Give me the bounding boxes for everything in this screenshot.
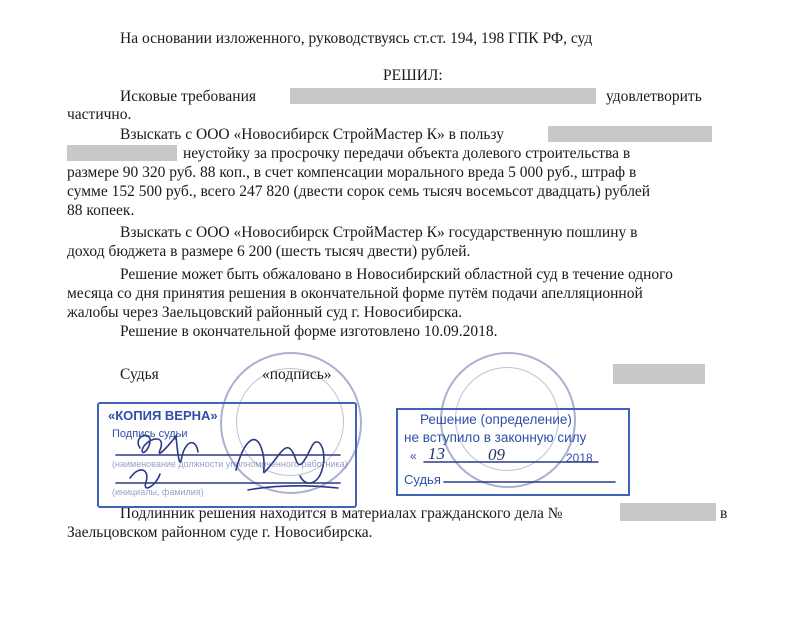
- duty-line-1: Взыскать с ООО «Новосибирск СтройМастер К» государственную пошлину в: [120, 224, 638, 241]
- main-signature-stroke: [248, 486, 338, 490]
- appeal-line-1: Решение может быть обжаловано в Новосибирский областной суд в течение одного: [120, 266, 673, 283]
- claim-line-2: частично.: [67, 106, 132, 123]
- duty-line-2: доход бюджета в размере 6 200 (шесть тысяч двести) рублей.: [67, 243, 471, 260]
- intro-line: На основании изложенного, руководствуясь ст.ст. 194, 198 ГПК РФ, суд: [120, 30, 593, 47]
- status-stamp-line-2: не вступило в законную силу: [404, 430, 587, 445]
- recover-line-1: Взыскать с ООО «Новосибирск СтройМастер К» в пользу: [120, 126, 504, 143]
- copy-stamp-name-caption: (инициалы, фамилия): [112, 487, 204, 497]
- signature-note: «подпись»: [262, 366, 332, 383]
- recover-line-2: неустойку за просрочку передачи объекта долевого строительства в: [183, 145, 631, 162]
- judge-label: Судья: [120, 366, 159, 383]
- status-stamp-day: 13: [428, 444, 445, 463]
- copy-stamp-title: «КОПИЯ ВЕРНА»: [108, 408, 218, 423]
- recover-line-4: сумме 152 500 руб., всего 247 820 (двести сорок семь тысяч восемьсот двадцать) рублей: [67, 183, 651, 200]
- recover-line-3: размере 90 320 руб. 88 коп., в счет компенсации морального вреда 5 000 руб., штраф в: [67, 164, 637, 181]
- status-stamp-line-1: Решение (определение): [420, 412, 572, 427]
- copy-stamp-signature-line: Подпись судьи: [112, 428, 188, 440]
- original-line-2: Заельцовском районном суде г. Новосибирска.: [67, 524, 373, 541]
- copy-stamp-position-caption: (наименование должности уполномоченного работника): [112, 459, 348, 469]
- status-stamp-year: 2018: [566, 451, 593, 465]
- claim-line-start: Исковые требования: [120, 88, 256, 105]
- status-stamp-month: 09: [488, 445, 505, 464]
- original-line-1-end: в: [720, 505, 728, 522]
- decision-heading: РЕШИЛ:: [383, 67, 443, 84]
- appeal-line-2: месяца со дня принятия решения в окончательной форме путём подачи апелляционной: [67, 285, 643, 302]
- appeal-line-3: жалобы через Заельцовский районный суд г. Новосибирска.: [67, 304, 463, 321]
- final-form-line: Решение в окончательной форме изготовлено 10.09.2018.: [120, 323, 498, 340]
- copy-signature-2: [130, 470, 160, 488]
- recover-line-5: 88 копеек.: [67, 202, 135, 219]
- original-line-1-start: Подлинник решения находится в материалах гражданского дела №: [120, 505, 563, 522]
- status-stamp-judge-label: Судья: [404, 472, 441, 487]
- claim-line-end: удовлетворить: [606, 88, 702, 105]
